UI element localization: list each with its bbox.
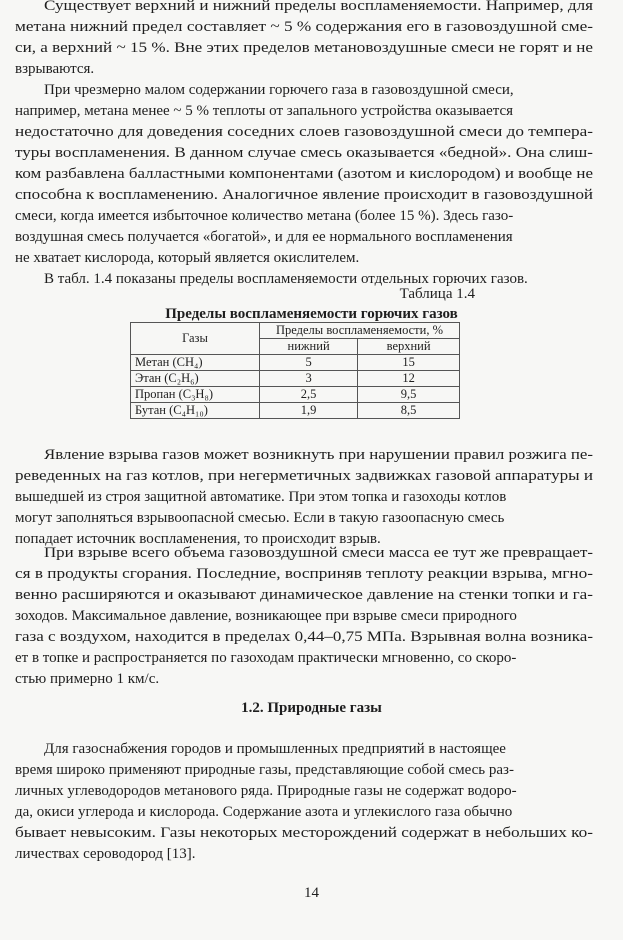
para5-line-3: венно расширяются и оказывают динамическое давление на стенки топки и га-	[15, 587, 594, 603]
table-header-row	[131, 323, 460, 339]
para4-line-2: реведенных на газ котлов, при негерметичных задвижках газовой аппаратуры и	[15, 468, 593, 484]
cell-lower: 1,9	[260, 403, 358, 419]
cell-lower: 3	[260, 371, 358, 387]
para1-line-4: взрываются.	[15, 61, 95, 77]
para6-line-5: бывает невысоким. Газы некоторых месторождений содержат в небольших ко-	[15, 825, 594, 841]
header-limits: Пределы воспламеняемости, %	[260, 323, 460, 339]
para1-line-1: Существует верхний и нижний пределы воспламеняемости. Например, для	[44, 0, 593, 14]
para2-line-5: ком разбавлена балластными компонентами (азотом и кислородом) и вообще не	[15, 166, 593, 182]
para1-line-3: си, а верхний ~ 15 %. Вне этих пределов метановоздушные смеси не горят и не	[15, 40, 593, 56]
para3-line-1: В табл. 1.4 показаны пределы воспламеняемости отдельных горючих газов.	[44, 271, 528, 287]
cell-lower: 2,5	[260, 387, 358, 403]
para2-line-2: например, метана менее ~ 5 % теплоты от запального устройства оказывается	[15, 103, 514, 119]
table-title: Пределы воспламеняемости горючих газов	[165, 306, 458, 322]
header-upper: верхний	[358, 339, 460, 355]
table-number: Таблица 1.4	[399, 286, 475, 302]
table-row	[131, 355, 460, 371]
para2-line-1: При чрезмерно малом содержании горючего газа в газовоздушной смеси,	[44, 82, 514, 98]
para2-line-7: смеси, когда имеется избыточное количество метана (более 15 %). Здесь газо-	[15, 208, 514, 224]
para5-line-5: газа с воздухом, находится в пределах 0,44–0,75 МПа. Взрывная волна возника-	[15, 629, 593, 645]
section-heading: 1.2. Природные газы	[241, 700, 382, 716]
cell-upper: 8,5	[358, 403, 460, 419]
para4-line-1: Явление взрыва газов может возникнуть при нарушении правил розжига пе-	[44, 447, 593, 463]
cell-gas: Бутан (C₄H₁₀)	[131, 403, 260, 419]
para6-line-2: время широко применяют природные газы, представляющие собой смесь раз-	[15, 762, 514, 778]
para2-line-6: способна к воспламенению. Аналогичное явление происходит в газовоздушной	[15, 187, 594, 203]
flammability-limits-table	[130, 322, 460, 419]
cell-gas: Этан (C₂H₆)	[131, 371, 260, 387]
cell-upper: 9,5	[358, 387, 460, 403]
para5-line-2: ся в продукты сгорания. Последние, восприняв теплоту реакции взрыва, мгно-	[15, 566, 593, 582]
cell-gas: Пропан (C₃H₈)	[131, 387, 260, 403]
table-row	[131, 403, 460, 419]
para1-line-2: метана нижний предел составляет ~ 5 % содержания его в газовоздушной сме-	[15, 19, 594, 35]
header-lower: нижний	[260, 339, 358, 355]
page-number: 14	[304, 885, 319, 901]
para5-line-7: стью примерно 1 км/с.	[15, 671, 160, 687]
para4-line-5: попадает источник воспламенения, то происходит взрыв.	[15, 531, 381, 547]
para5-line-6: ет в топке и распространяется по газоходам практически мгновенно, со скоро-	[15, 650, 517, 666]
para6-line-4: да, окиси углерода и кислорода. Содержание азота и углекислого газа обычно	[15, 804, 513, 820]
para2-line-9: не хватает кислорода, который является окислителем.	[15, 250, 360, 266]
cell-gas: Метан (CH₄)	[131, 355, 260, 371]
para6-line-1: Для газоснабжения городов и промышленных предприятий в настоящее	[44, 741, 506, 757]
para4-line-4: могут заполняться взрывоопасной смесью. Если в такую газоопасную смесь	[15, 510, 505, 526]
para6-line-6: личествах сероводород [13].	[15, 846, 196, 862]
para2-line-3: недостаточно для доведения соседних слоев газовоздушной смеси до темпера-	[15, 124, 593, 140]
para4-line-3: вышедшей из строя защитной автоматике. При этом топка и газоходы котлов	[15, 489, 507, 505]
para6-line-3: личных углеводородов метанового ряда. Природные газы не содержат водоро-	[15, 783, 517, 799]
table-row	[131, 387, 460, 403]
para5-line-4: зоходов. Максимальное давление, возникающее при взрыве смеси природного	[15, 608, 517, 624]
cell-upper: 12	[358, 371, 460, 387]
para5-line-1: При взрыве всего объема газовоздушной смеси масса ее тут же превращает-	[44, 545, 593, 561]
para2-line-4: туры воспламенения. В данном случае смесь оказывается «бедной». Она слиш-	[15, 145, 593, 161]
header-gases: Газы	[131, 323, 260, 355]
table-row	[131, 371, 460, 387]
cell-upper: 15	[358, 355, 460, 371]
para2-line-8: воздушная смесь получается «богатой», и для ее нормального воспламенения	[15, 229, 513, 245]
cell-lower: 5	[260, 355, 358, 371]
